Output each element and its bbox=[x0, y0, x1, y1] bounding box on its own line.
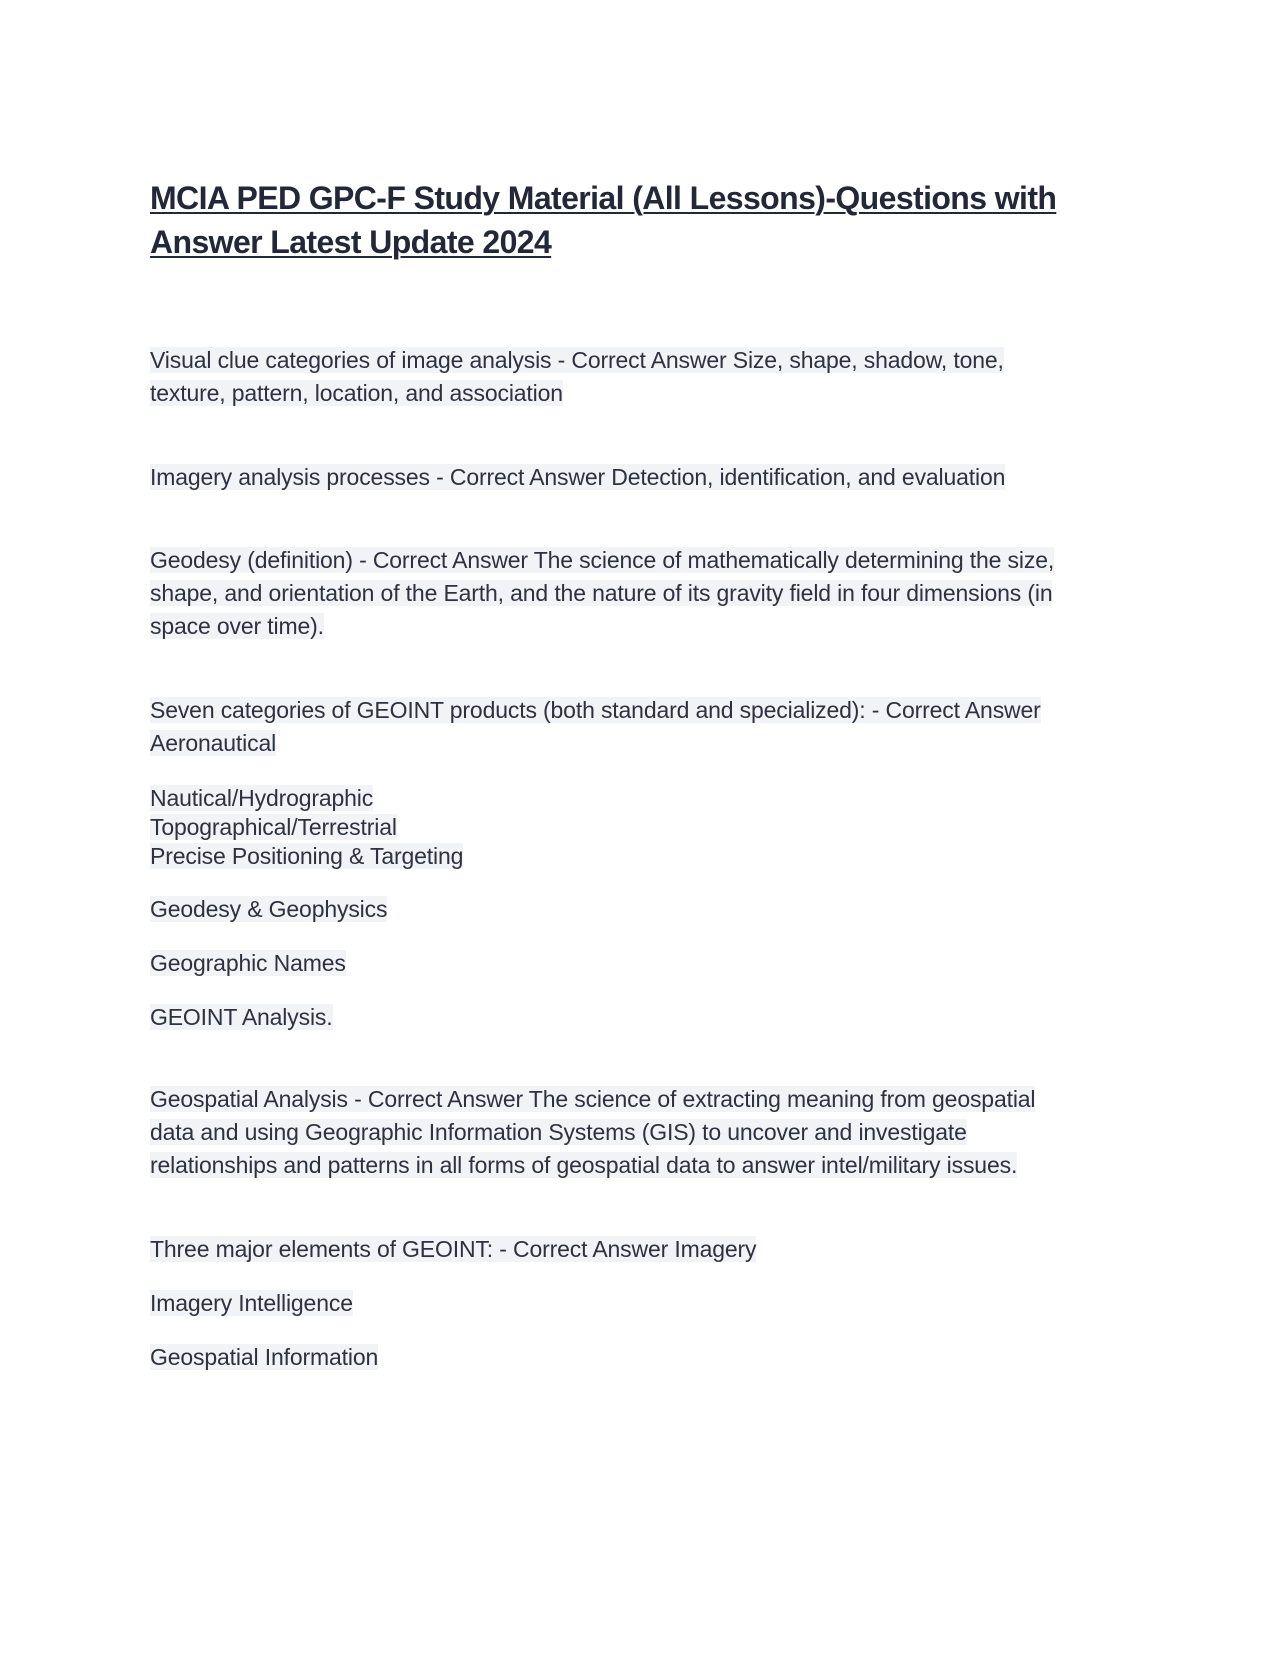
paragraph-line: Aeronautical bbox=[150, 730, 277, 756]
geoint-element-imint bbox=[150, 1287, 1140, 1320]
paragraph-line: data and using Geographic Information Systems (GIS) to uncover and investigate bbox=[150, 1119, 967, 1145]
geoint-element-geoinfo bbox=[150, 1341, 1140, 1374]
qa-geospatial-analysis bbox=[150, 1083, 1140, 1182]
qa-geoint-product-categories bbox=[150, 694, 1140, 760]
geoint-product-analysis bbox=[150, 1001, 1140, 1034]
list-item: Topographical/Terrestrial bbox=[150, 814, 397, 840]
paragraph-line: shape, and orientation of the Earth, and the nature of its gravity field in four dimensions (in bbox=[150, 580, 1053, 606]
paragraph-line: Visual clue categories of image analysis - Correct Answer Size, shape, shadow, tone, bbox=[150, 347, 1004, 373]
qa-visual-clue-categories bbox=[150, 344, 1140, 410]
qa-geodesy-definition bbox=[150, 544, 1140, 643]
list-item: Geospatial Information bbox=[150, 1344, 379, 1370]
qa-geoint-major-elements bbox=[150, 1233, 1140, 1266]
title-line-1: MCIA PED GPC-F Study Material (All Lessons)-Questions with bbox=[150, 180, 1057, 216]
qa-imagery-analysis-processes bbox=[150, 461, 1140, 494]
geoint-product-names bbox=[150, 947, 1140, 980]
list-item: Geographic Names bbox=[150, 950, 346, 976]
paragraph-line: Imagery analysis processes - Correct Answer Detection, identification, and evaluation bbox=[150, 464, 1006, 490]
title-line-2: Answer Latest Update 2024 bbox=[150, 224, 552, 260]
paragraph-line: Three major elements of GEOINT: - Correct Answer Imagery bbox=[150, 1236, 757, 1262]
paragraph-line: relationships and patterns in all forms of geospatial data to answer intel/military issues. bbox=[150, 1152, 1018, 1178]
geoint-product-list bbox=[150, 784, 1140, 871]
list-item: Imagery Intelligence bbox=[150, 1290, 353, 1316]
paragraph-line: space over time). bbox=[150, 613, 324, 639]
paragraph-line: Geospatial Analysis - Correct Answer The science of extracting meaning from geospatial bbox=[150, 1086, 1036, 1112]
geoint-product-geodesy bbox=[150, 893, 1140, 926]
list-item: GEOINT Analysis. bbox=[150, 1004, 333, 1030]
list-item: Nautical/Hydrographic bbox=[150, 785, 374, 811]
paragraph-line: Geodesy (definition) - Correct Answer The science of mathematically determining the size, bbox=[150, 547, 1055, 573]
list-item: Precise Positioning & Targeting bbox=[150, 843, 464, 869]
list-item: Geodesy & Geophysics bbox=[150, 896, 388, 922]
paragraph-line: Seven categories of GEOINT products (both standard and specialized): - Correct Answer bbox=[150, 697, 1041, 723]
paragraph-line: texture, pattern, location, and association bbox=[150, 380, 563, 406]
document-title bbox=[150, 176, 1150, 264]
